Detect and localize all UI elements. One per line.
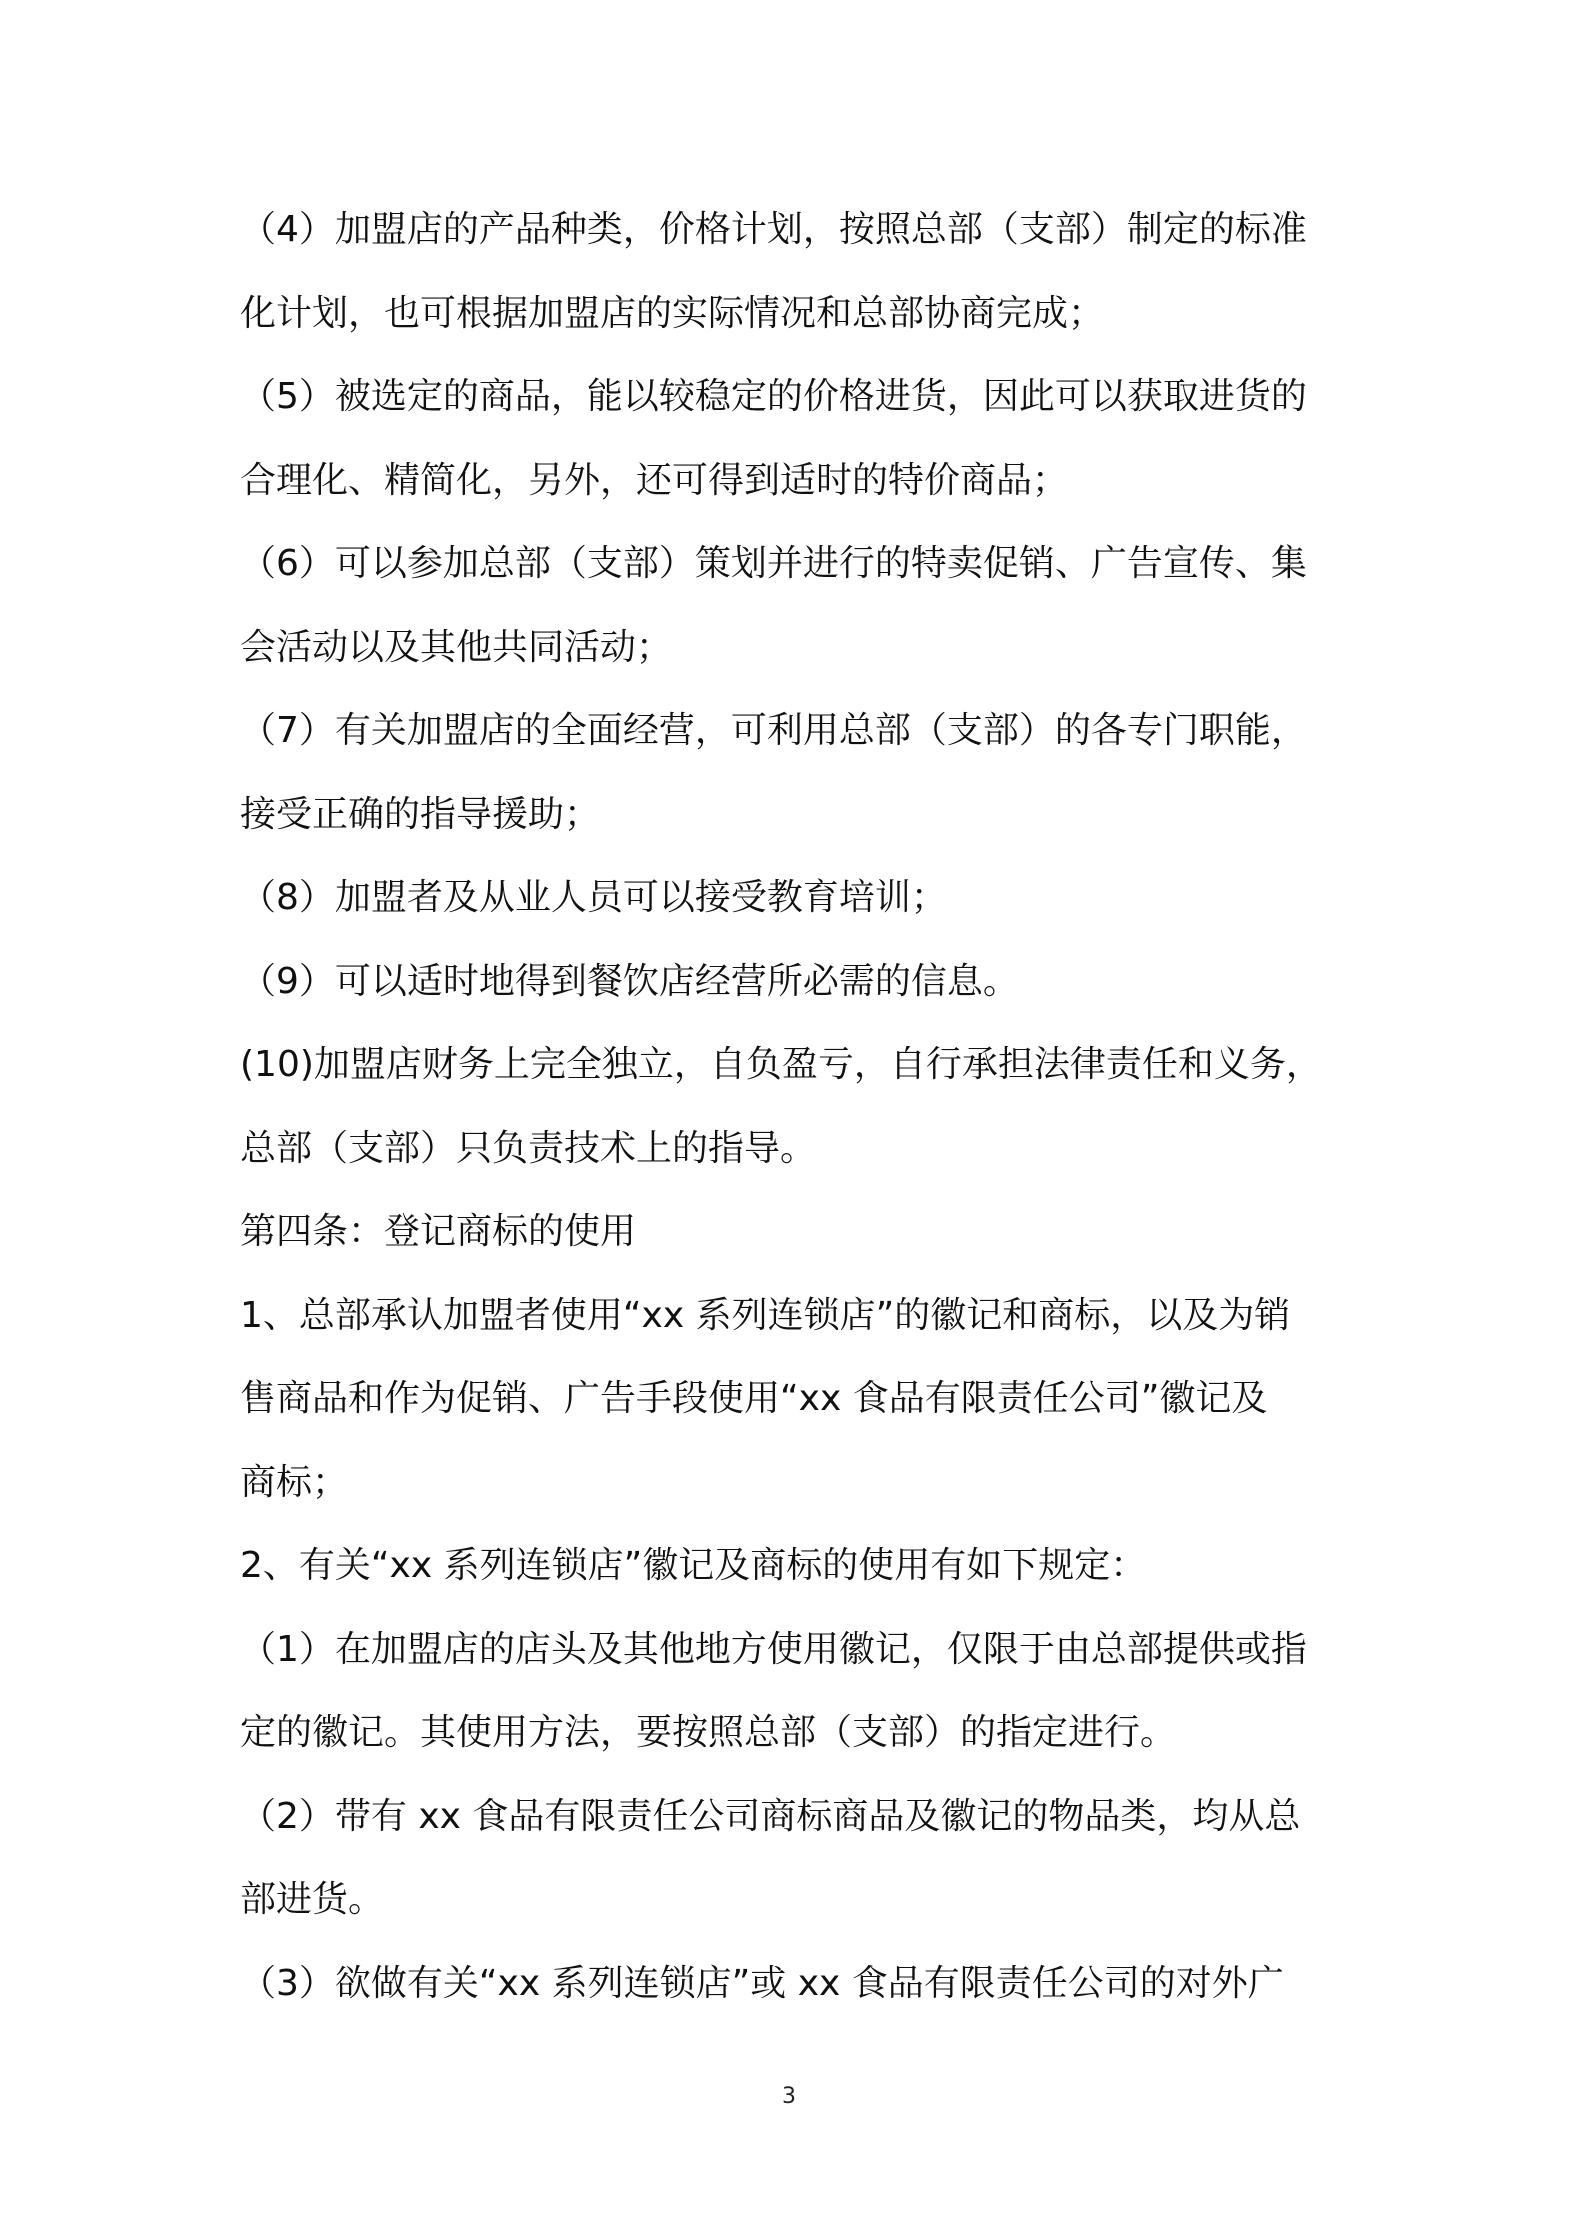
text-line: 部进货。 <box>240 1879 385 1920</box>
text-line: （1）在加盟店的店头及其他地方使用徽记，仅限于由总部提供或指 <box>240 1628 1307 1670</box>
text-line: （9）可以适时地得到餐饮店经营所必需的信息。 <box>240 960 1019 1002</box>
section-heading: 第四条：登记商标的使用 <box>240 1211 637 1252</box>
text-line: （8）加盟者及从业人员可以接受教育培训； <box>240 877 947 918</box>
text-line: （6）可以参加总部（支部）策划并进行的特卖促销、广告宣传、集 <box>240 543 1307 584</box>
text-line: 合理化、精简化，另外，还可得到适时的特价商品； <box>240 459 1069 501</box>
text-line: 接受正确的指导援助； <box>240 793 601 835</box>
text-line: 会活动以及其他共同活动； <box>240 626 673 668</box>
document-body <box>240 188 1360 2025</box>
page-number: 3 <box>782 2084 796 2109</box>
text-line: 化计划，也可根据加盟店的实际情况和总部协商完成； <box>240 292 1105 334</box>
text-line: （7）有关加盟店的全面经营，可利用总部（支部）的各专门职能， <box>240 710 1307 751</box>
text-line: 定的徽记。其使用方法，要按照总部（支部）的指定进行。 <box>240 1712 1177 1753</box>
text-line: 总部（支部）只负责技术上的指导。 <box>240 1127 817 1169</box>
text-line: 商标； <box>240 1461 349 1503</box>
text-line: （2）带有 xx 食品有限责任公司商标商品及徽记的物品类，均从总 <box>240 1795 1301 1837</box>
text-line: 2、有关“xx 系列连锁店”徽记及商标的使用有如下规定： <box>240 1545 1147 1586</box>
text-line: （3）欲做有关“xx 系列连锁店”或 xx 食品有限责任公司的对外广 <box>240 1962 1284 2004</box>
text-line: (10)加盟店财务上完全独立，自负盈亏，自行承担法律责任和义务， <box>240 1044 1322 1085</box>
text-line: （4）加盟店的产品种类，价格计划，按照总部（支部）制定的标准 <box>240 209 1307 250</box>
text-line: 售商品和作为促销、广告手段使用“xx 食品有限责任公司”徽记及 <box>240 1378 1268 1419</box>
text-line: （5）被选定的商品，能以较稳定的价格进货，因此可以获取进货的 <box>240 376 1307 417</box>
text-line: 1、总部承认加盟者使用“xx 系列连锁店”的徽记和商标，以及为销 <box>240 1294 1291 1336</box>
